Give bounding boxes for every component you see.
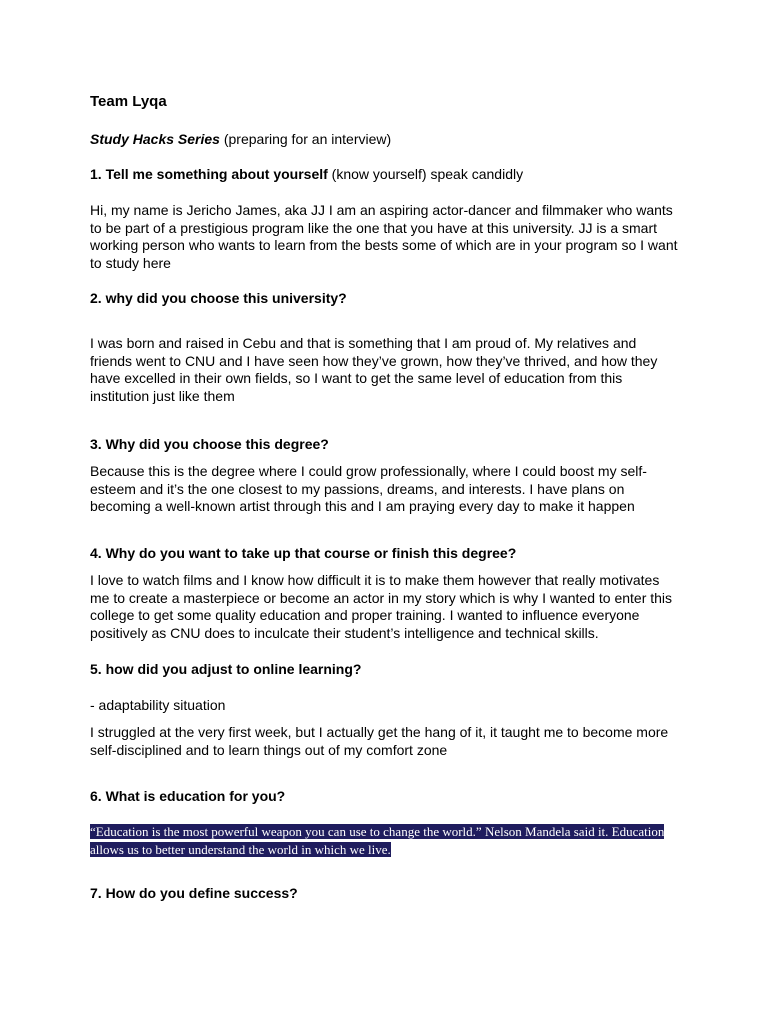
question-5: 5. how did you adjust to online learning?	[90, 661, 362, 677]
series-line	[90, 131, 682, 149]
answer-2: I was born and raised in Cebu and that is something that I am proud of. My relatives and friends went to CNU and I have seen how they’ve grown, how they’ve thrived, and how they have excelled in their own fields, so I want to get the same level of education from this institution just like them	[90, 335, 658, 404]
question-3: 3. Why did you choose this degree?	[90, 436, 329, 452]
question-4: 4. Why do you want to take up that course or finish this degree?	[90, 545, 517, 561]
question-6: 6. What is education for you?	[90, 788, 286, 804]
question-7: 7. How do you define success?	[90, 885, 298, 901]
question-2: 2. why did you choose this university?	[90, 290, 347, 306]
answer-4: I love to watch films and I know how difficult it is to make them however that really motivates me to create a masterpiece or become an actor in my story which is why I wanted to enter this college to get some quality education and proper training. I wanted to influence everyone positively as CNU does to inculcate their student’s intelligence and technical skills.	[90, 572, 673, 641]
answer-1: Hi, my name is Jericho James, aka JJ I am an aspiring actor-dancer and filmmaker who wants to be part of a prestigious program like the one that you have at this university. JJ is a smart working person who wants to learn from the bests some of which are in your program so I want to study here	[90, 202, 678, 271]
answer-3: Because this is the degree where I could grow professionally, where I could boost my self-esteem and it’s the one closest to my passions, dreams, and interests. I have plans on becoming a well-known artist through this and I am praying every day to make it happen	[90, 463, 647, 515]
question-1-text: 1. Tell me something about yourself	[90, 166, 328, 182]
series-label: Study Hacks Series	[90, 131, 220, 147]
document-page	[90, 0, 690, 1024]
answer-6-highlight: “Education is the most powerful weapon you can use to change the world.” Nelson Mandela said it. Education allows us to better understand the world in which we live.	[90, 824, 665, 857]
question-5-sub: - adaptability situation	[90, 697, 226, 713]
answer-5: I struggled at the very first week, but I actually get the hang of it, it taught me to become more self-disciplined and to learn things out of my comfort zone	[90, 724, 669, 758]
question-1-note: (know yourself) speak candidly	[327, 166, 524, 182]
series-note: (preparing for an interview)	[219, 131, 392, 147]
answer-6	[90, 823, 682, 858]
question-1	[90, 166, 682, 184]
document-title: Team Lyqa	[90, 93, 167, 110]
